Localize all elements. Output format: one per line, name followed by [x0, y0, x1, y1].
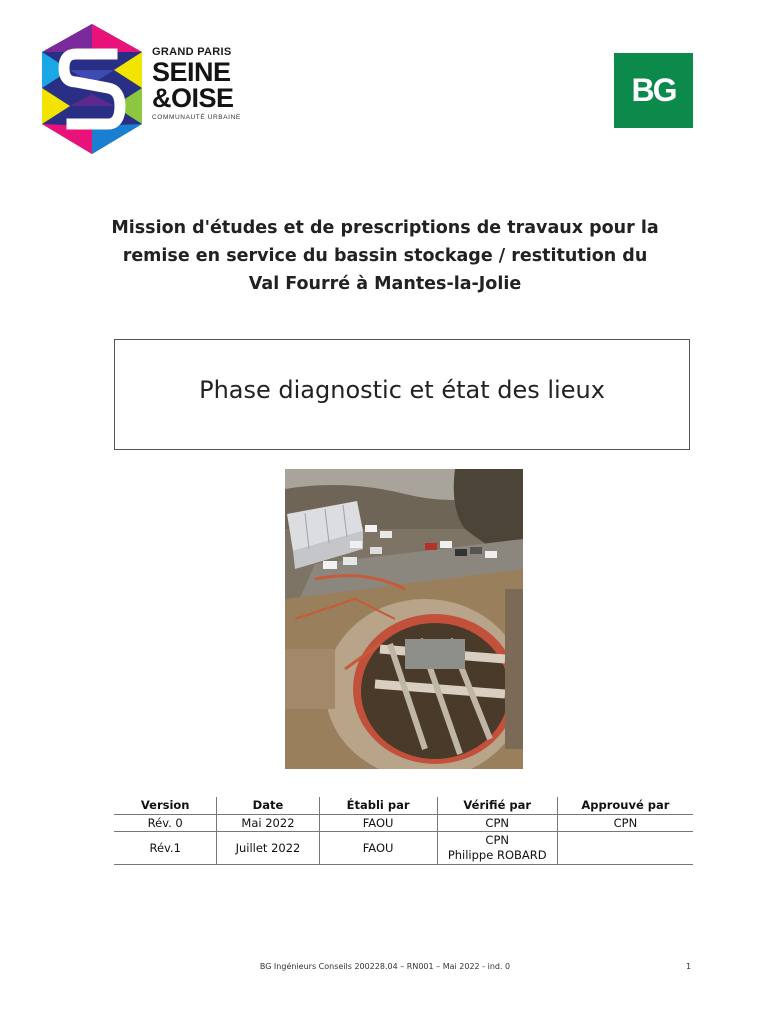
- revision-table-header: [114, 797, 693, 815]
- gpso-logo-line1: GRAND PARIS: [152, 46, 232, 58]
- table-row: [114, 832, 693, 865]
- header-date: Date: [217, 797, 319, 815]
- header-etabli: Établi par: [319, 797, 437, 815]
- page-number: 1: [686, 962, 692, 971]
- bg-logo: BG: [614, 53, 693, 128]
- gpso-logo-mark-icon: [42, 24, 152, 156]
- construction-site-photo: [285, 469, 523, 769]
- gpso-logo-line3: &OISE: [152, 83, 234, 113]
- cell-verifie: [437, 832, 557, 865]
- header-verifie: Vérifié par: [437, 797, 557, 815]
- gpso-logo: [42, 24, 242, 156]
- document-title: Mission d'études et de prescriptions de travaux pour la remise en service du bassin stockage / restitution du Val Fourré à Mantes-la-Jolie: [111, 218, 659, 294]
- cell-verifie-line2: Philippe ROBARD: [447, 848, 547, 862]
- gpso-logo-line4: COMMUNAUTÉ URBAINE: [152, 114, 241, 121]
- header-version: Version: [114, 797, 217, 815]
- cell-date: Mai 2022: [217, 815, 319, 832]
- cell-verifie: CPN: [437, 815, 557, 832]
- table-row: [114, 815, 693, 832]
- cell-approuve: CPN: [557, 815, 693, 832]
- gpso-logo-line2: SEINE: [152, 57, 231, 87]
- header-approuve: Approuvé par: [557, 797, 693, 815]
- cell-verifie-line1: CPN: [485, 833, 509, 847]
- phase-title: Phase diagnostic et état des lieux: [199, 375, 605, 404]
- cell-approuve: [557, 832, 693, 865]
- cell-date: Juillet 2022: [217, 832, 319, 865]
- cell-etabli: FAOU: [319, 815, 437, 832]
- footer-text: BG Ingénieurs Conseils 200228.04 – RN001 – Mai 2022 - ind. 0: [259, 962, 511, 971]
- cell-version: Rév.1: [114, 832, 217, 865]
- cell-etabli: FAOU: [319, 832, 437, 865]
- revision-table: [114, 797, 693, 865]
- cell-version: Rév. 0: [114, 815, 217, 832]
- phase-box: [114, 339, 690, 450]
